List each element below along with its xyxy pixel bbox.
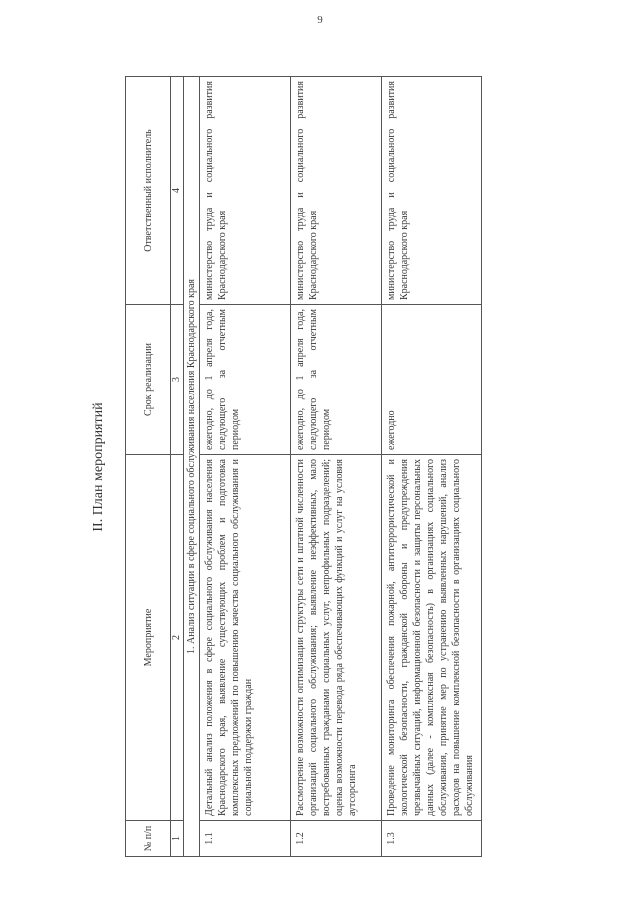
column-number: 2 (171, 455, 184, 821)
header-responsible: Ответственный исполнитель (126, 77, 171, 305)
column-number: 4 (171, 77, 184, 305)
row-deadline: ежегодно, до 1 апреля года, следующего за отчетным периодом (291, 305, 382, 455)
row-activity: Детальный анализ положения в сфере социального обслуживания населения Краснодарского края, выявление существующих проблем и подготовка комплексных предложений по повышению качества социального обслуживания и социальной поддержки граждан (200, 455, 291, 821)
header-number: № п/п (126, 821, 171, 857)
row-deadline: ежегодно, до 1 апреля года, следующего за отчетным периодом (200, 305, 291, 455)
section-heading: 1. Анализ ситуации в сфере социального обслуживания населения Краснодарского края (184, 77, 200, 857)
column-number: 1 (171, 821, 184, 857)
row-activity: Проведение мониторинга обеспечения пожарной, антитеррористической и экологической безопасности, гражданской обороны и предупреждения чрезвычайных ситуаций, информационной безопасности и защиты персональных данных (далее - комплексная безопасность) в организациях социального обслуживания, принятие мер по устранению выявленных нарушений, анализ расходов на повышение комплексной безопасности в организациях социального обслуживания (382, 455, 482, 821)
column-numbers-row (171, 77, 184, 857)
table-row (200, 77, 291, 857)
activity-plan-table (125, 76, 482, 857)
page-number: 9 (317, 14, 323, 26)
row-number: 1.3 (382, 821, 482, 857)
table-row (382, 77, 482, 857)
row-number: 1.2 (291, 821, 382, 857)
rotated-page-content (87, 77, 475, 857)
column-number: 3 (171, 305, 184, 455)
row-number: 1.1 (200, 821, 291, 857)
row-responsible: министерство труда и социального развития Краснодарского края (382, 77, 482, 305)
table-header-row (126, 77, 171, 857)
row-responsible: министерство труда и социального развития Краснодарского края (291, 77, 382, 305)
header-activity: Мероприятие (126, 455, 171, 821)
row-responsible: министерство труда и социального развития Краснодарского края (200, 77, 291, 305)
table-row (291, 77, 382, 857)
header-deadline: Срок реализации (126, 305, 171, 455)
row-deadline: ежегодно (382, 305, 482, 455)
section-heading-row (184, 77, 200, 857)
row-activity: Рассмотрение возможности оптимизации структуры сети и штатной численности организаций социального обслуживания; выявление неэффективных, мало востребованных гражданами социальных услуг, непрофильных подразделений; оценка возможности перевода ряда обеспечивающих функций и услуг на условия аутсорсинга (291, 455, 382, 821)
section-title: II. План мероприятий (91, 402, 106, 532)
